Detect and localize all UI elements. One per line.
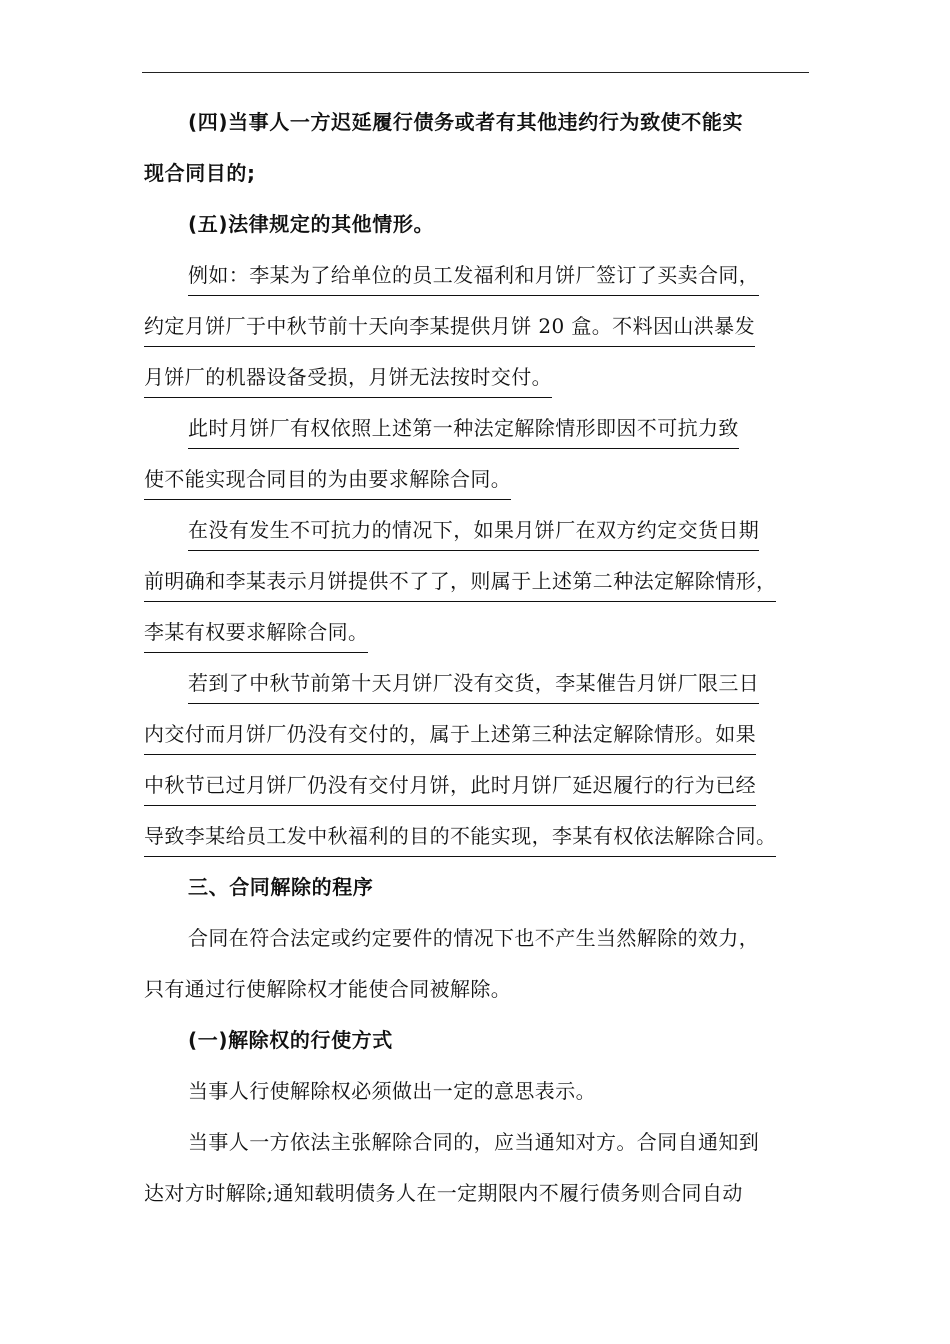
case-three-line-1: 若到了中秋节前第十天月饼厂没有交货，李某催告月饼厂限三日 [144, 659, 814, 710]
case-two-line-2: 前明确和李某表示月饼提供不了了，则属于上述第二种法定解除情形， [144, 557, 814, 608]
clause-four-line-1: (四)当事人一方迟延履行债务或者有其他违约行为致使不能实 [188, 110, 744, 134]
case-three-line-3: 中秋节已过月饼厂仍没有交付月饼，此时月饼厂延迟履行的行为已经 [144, 761, 814, 812]
header-rule [142, 72, 809, 73]
document-body [144, 98, 814, 1220]
section-heading-procedure: 三、合同解除的程序 [188, 875, 374, 899]
case-two-line-3: 李某有权要求解除合同。 [144, 608, 814, 659]
case-two-line-1: 在没有发生不可抗力的情况下，如果月饼厂在双方约定交货日期 [144, 506, 814, 557]
case-three-line-4: 导致李某给员工发中秋福利的目的不能实现，李某有权依法解除合同。 [144, 812, 814, 863]
clause-five: (五)法律规定的其他情形。 [188, 212, 435, 236]
clause-four-line-2: 现合同目的; [144, 161, 256, 185]
case-one-line-1: 此时月饼厂有权依照上述第一种法定解除情形即因不可抗力致 [144, 404, 814, 455]
subheading-exercise-method: (一)解除权的行使方式 [188, 1028, 393, 1052]
example-line-1: 例如：李某为了给单位的员工发福利和月饼厂签订了买卖合同， [144, 251, 814, 302]
exercise-para: 当事人行使解除权必须做出一定的意思表示。 [188, 1079, 596, 1103]
notice-para-line-1: 当事人一方依法主张解除合同的，应当通知对方。合同自通知到 [188, 1130, 760, 1154]
procedure-para-line-2: 只有通过行使解除权才能使合同被解除。 [144, 977, 512, 1001]
case-one-line-2: 使不能实现合同目的为由要求解除合同。 [144, 455, 814, 506]
case-three-line-2: 内交付而月饼厂仍没有交付的，属于上述第三种法定解除情形。如果 [144, 710, 814, 761]
example-line-3: 月饼厂的机器设备受损，月饼无法按时交付。 [144, 353, 814, 404]
procedure-para-line-1: 合同在符合法定或约定要件的情况下也不产生当然解除的效力， [188, 926, 760, 950]
example-line-2: 约定月饼厂于中秋节前十天向李某提供月饼 20 盒。不料因山洪暴发 [144, 302, 814, 353]
notice-para-line-2: 达对方时解除;通知载明债务人在一定期限内不履行债务则合同自动 [144, 1181, 743, 1205]
